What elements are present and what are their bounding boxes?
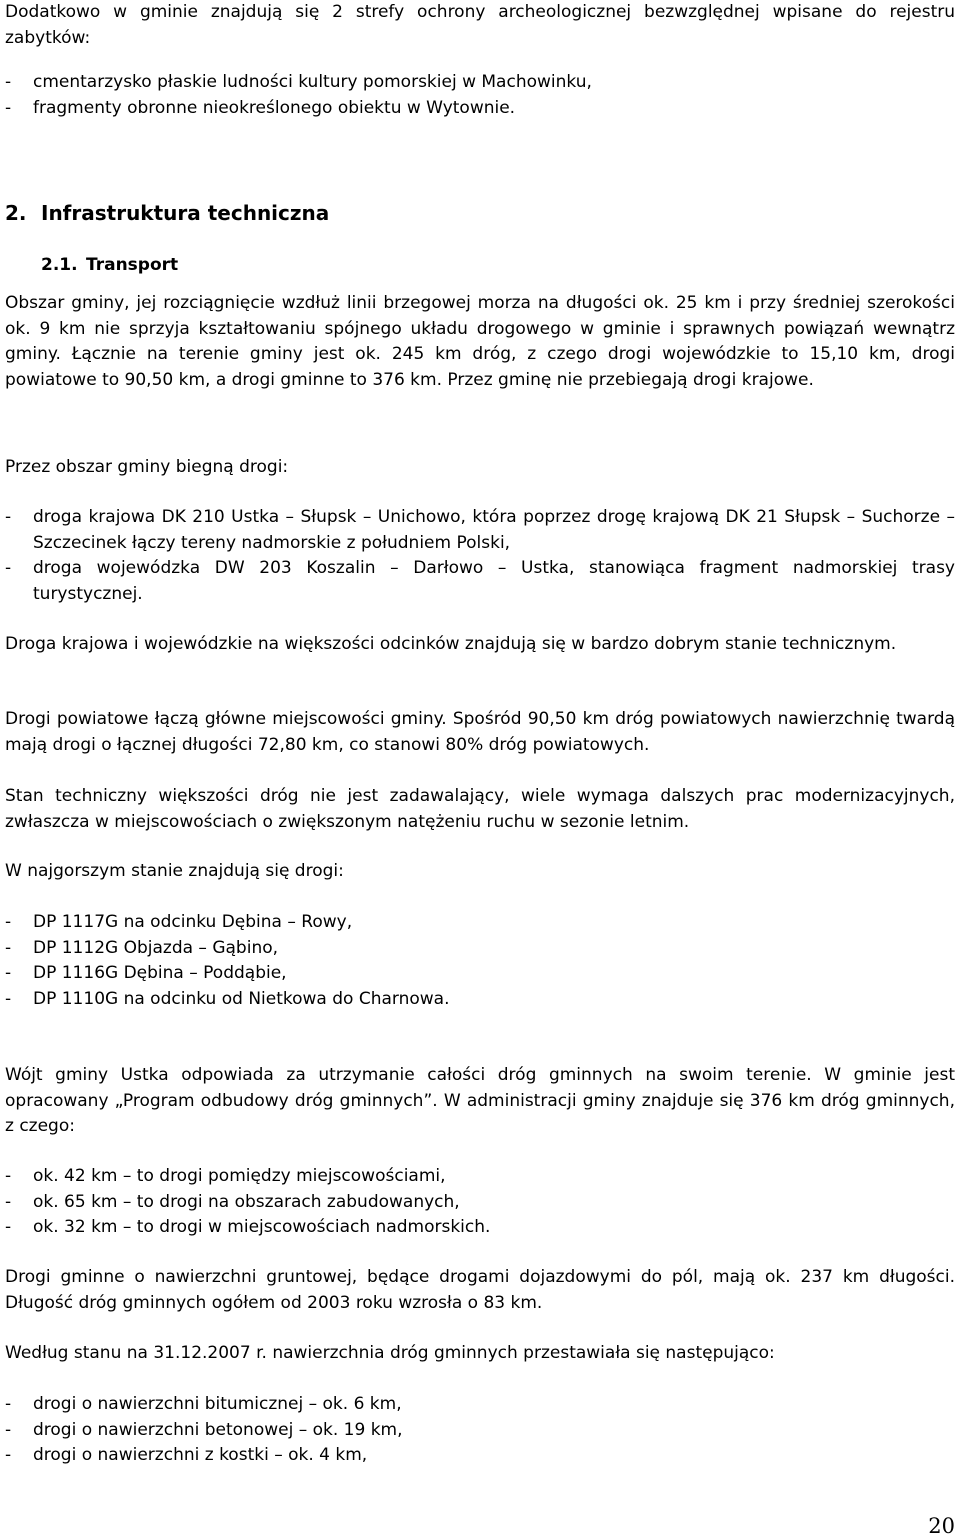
list-item: - ok. 32 km – to drogi w miejscowościach nadmorskich.	[5, 1215, 955, 1241]
subsection-number: 2.1.	[41, 255, 78, 275]
list-item: - drogi o nawierzchni betonowej – ok. 19 km,	[5, 1418, 955, 1444]
list-item: - fragmenty obronne nieokreślonego obiektu w Wytownie.	[5, 96, 955, 122]
paragraph-roads-intro	[5, 455, 955, 481]
list-item: - DP 1110G na odcinku od Nietkowa do Charnowa.	[5, 987, 955, 1013]
paragraph: Według stanu na 31.12.2007 r. nawierzchnia dróg gminnych przestawiała się następująco:	[5, 1343, 775, 1363]
paragraph-technical-state	[5, 784, 955, 835]
paragraph: Droga krajowa i wojewódzkie na większości odcinków znajdują się w bardzo dobrym stanie technicznym.	[5, 634, 897, 654]
paragraph: Drogi gminne o nawierzchni gruntowej, będące drogami dojazdowymi do pól, mają ok. 237 km długości. Długość dróg gminnych ogółem od 2003 roku wzrosła o 83 km.	[5, 1267, 955, 1313]
municipal-roads-block	[5, 1164, 955, 1241]
paragraph-mayor	[5, 1063, 955, 1140]
heritage-list	[5, 70, 955, 121]
list-item: - ok. 65 km – to drogi na obszarach zabudowanych,	[5, 1190, 955, 1216]
list-item: - droga krajowa DK 210 Ustka – Słupsk – Unichowo, która poprzez drogę krajową DK 21 Słupsk – Suchorze – Szczecinek łączy tereny nadmorskie z południem Polski,	[5, 505, 955, 556]
section-heading	[5, 200, 329, 226]
subsection-title: Transport	[86, 255, 179, 275]
list-item: - drogi o nawierzchni bitumicznej – ok. 6 km,	[5, 1392, 955, 1418]
paragraph: Obszar gminy, jej rozciągnięcie wzdłuż linii brzegowej morza na długości ok. 25 km i przy średniej szerokości ok. 9 km nie sprzyja kształtowaniu spójnego układu drogowego w gminie i sprawnych powiązań wewnątrz gminy. Łącznie na terenie gminy jest ok. 245 km dróg, z czego drogi wojewódzkie to 15,10 km, drogi powiatowe to 90,50 km, a drogi gminne to 376 km. Przez gminę nie przebiegają drogi krajowe.	[5, 293, 955, 390]
worst-roads-block	[5, 910, 955, 1012]
paragraph-dirt-roads	[5, 1265, 955, 1316]
surface-block	[5, 1392, 955, 1469]
intro-block	[5, 0, 955, 121]
page-number: 20	[928, 1514, 955, 1538]
intro-paragraph: Dodatkowo w gminie znajdują się 2 strefy ochrony archeologicznej bezwzględnej wpisane do rejestru zabytków:	[5, 2, 955, 48]
paragraph: Wójt gminy Ustka odpowiada za utrzymanie całości dróg gminnych na swoim terenie. W gminie jest opracowany „Program odbudowy dróg gminnych”. W administracji gminy znajduje się 376 km dróg gminnych, z czego:	[5, 1065, 955, 1136]
section-number: 2.	[5, 201, 27, 225]
surface-list	[5, 1392, 955, 1469]
list-item: - DP 1117G na odcinku Dębina – Rowy,	[5, 910, 955, 936]
list-item: - cmentarzysko płaskie ludności kultury pomorskiej w Machowinku,	[5, 70, 955, 96]
paragraph: Przez obszar gminy biegną drogi:	[5, 457, 289, 477]
subsection-heading	[41, 252, 178, 278]
list-item: - DP 1112G Objazda – Gąbino,	[5, 936, 955, 962]
list-item: - drogi o nawierzchni z kostki – ok. 4 km,	[5, 1443, 955, 1469]
paragraph: W najgorszym stanie znajdują się drogi:	[5, 861, 344, 881]
list-item: - DP 1116G Dębina – Poddąbie,	[5, 961, 955, 987]
roads-list-block	[5, 505, 955, 607]
paragraph-worst-intro	[5, 859, 955, 885]
list-item: - droga wojewódzka DW 203 Koszalin – Darłowo – Ustka, stanowiąca fragment nadmorskiej trasy turystycznej.	[5, 556, 955, 607]
paragraph-surface-intro	[5, 1341, 955, 1367]
paragraph: Stan techniczny większości dróg nie jest zadawalający, wiele wymaga dalszych prac modernizacyjnych, zwłaszcza w miejscowościach o zwiększonym natężeniu ruchu w sezonie letnim.	[5, 786, 955, 832]
paragraph: Drogi powiatowe łączą główne miejscowości gminy. Spośród 90,50 km dróg powiatowych nawierzchnię twardą mają drogi o łącznej długości 72,80 km, co stanowi 80% dróg powiatowych.	[5, 709, 955, 755]
worst-roads-list	[5, 910, 955, 1012]
paragraph-road-condition	[5, 632, 955, 658]
section-title: Infrastruktura techniczna	[41, 201, 330, 225]
roads-list	[5, 505, 955, 607]
paragraph-area-size	[5, 291, 955, 393]
list-item: - ok. 42 km – to drogi pomiędzy miejscowościami,	[5, 1164, 955, 1190]
municipal-roads-list	[5, 1164, 955, 1241]
paragraph-county-roads	[5, 707, 955, 758]
